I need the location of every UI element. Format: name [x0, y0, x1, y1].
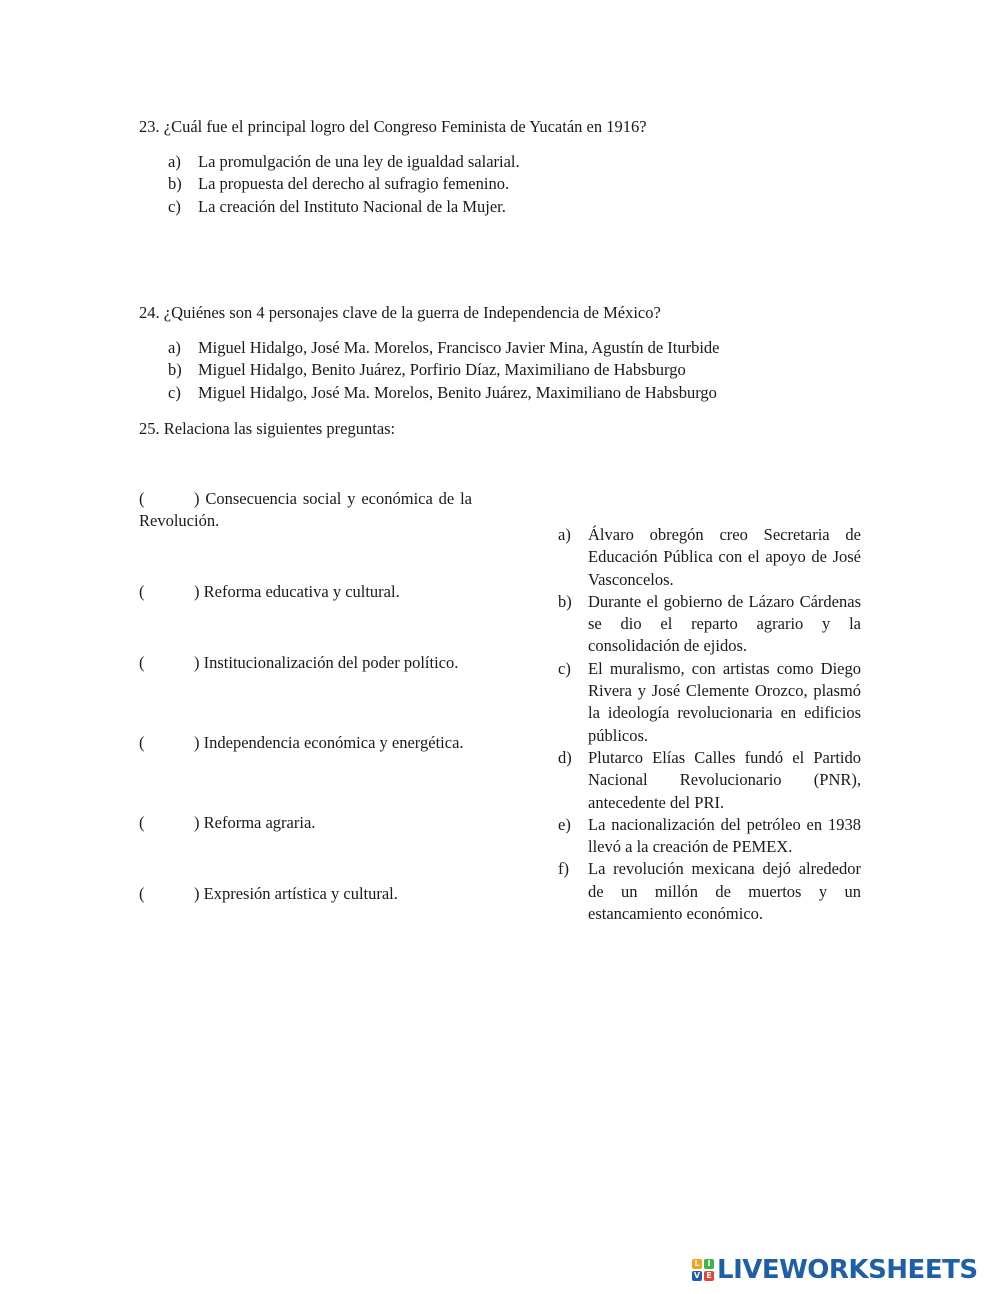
answer-text: El muralismo, con artistas como Diego Rivera y José Clemente Orozco, plasmó la ideología revolucionaria en edificios públicos. — [588, 658, 861, 745]
answer-letter: f) — [558, 859, 569, 879]
match-item-2 — [139, 581, 472, 603]
answer-letter: d) — [558, 747, 572, 767]
question-24-options — [168, 337, 888, 404]
logo-wordmark: LIVEWORKSHEETS — [717, 1255, 978, 1285]
liveworksheets-logo — [692, 1257, 978, 1283]
logo-tile-v: V — [693, 1271, 701, 1280]
answer-blank[interactable]: ( ) — [139, 884, 200, 903]
answer-letter: e) — [558, 814, 571, 834]
match-answer-e — [558, 814, 861, 859]
option-24c[interactable] — [168, 382, 888, 404]
match-item-text: Reforma educativa y cultural. — [203, 582, 400, 601]
option-text: La creación del Instituto Nacional de la Mujer. — [198, 196, 506, 216]
answer-blank[interactable]: ( ) — [139, 653, 200, 672]
match-item-text: Expresión artística y cultural. — [203, 884, 398, 903]
answer-letter: a) — [558, 525, 571, 544]
question-25: 25. Relaciona las siguientes preguntas: — [139, 419, 396, 438]
match-item-text: Consecuencia social y económica de la Revolución. — [139, 489, 473, 531]
match-answer-d — [558, 747, 861, 814]
option-letter: c) — [168, 382, 181, 402]
match-item-text: Reforma agraria. — [203, 813, 316, 832]
answer-text: Álvaro obregón creo Secretaria de Educación Pública con el apoyo de José Vasconcelos. — [588, 525, 861, 589]
option-text: Miguel Hidalgo, José Ma. Morelos, Francisco Javier Mina, Agustín de Iturbide — [198, 338, 720, 357]
option-23c[interactable] — [168, 196, 888, 218]
logo-tile-l: L — [692, 1259, 702, 1269]
match-item-6 — [139, 883, 472, 905]
match-item-1 — [139, 488, 472, 533]
question-24: 24. ¿Quiénes son 4 personajes clave de la guerra de Independencia de México? — [139, 303, 661, 322]
answer-text: La nacionalización del petróleo en 1938 llevó a la creación de PEMEX. — [588, 814, 861, 857]
answer-text: Durante el gobierno de Lázaro Cárdenas se dio el reparto agrario y la consolidación de ejidos. — [588, 591, 861, 656]
match-answer-b — [558, 591, 861, 658]
option-24a[interactable] — [168, 337, 888, 359]
answer-blank[interactable]: ( ) — [139, 489, 200, 508]
match-item-4 — [139, 732, 472, 754]
answer-text: La revolución mexicana dejó alrededor de un millón de muertos y un estancamiento económico. — [588, 859, 861, 924]
option-letter: c) — [168, 196, 181, 216]
logo-tiles-icon — [692, 1259, 714, 1281]
logo-tile-i: I — [704, 1259, 714, 1269]
option-23a[interactable] — [168, 151, 888, 173]
answer-blank[interactable]: ( ) — [139, 813, 200, 832]
match-answer-a — [558, 524, 861, 591]
answer-text: Plutarco Elías Calles fundó el Partido Nacional Revolucionario (PNR), antecedente del PRI. — [588, 747, 861, 812]
answer-letter: c) — [558, 658, 571, 678]
option-text: Miguel Hidalgo, José Ma. Morelos, Benito Juárez, Maximiliano de Habsburgo — [198, 382, 717, 402]
question-23: 23. ¿Cuál fue el principal logro del Congreso Feminista de Yucatán en 1916? — [139, 117, 647, 136]
match-item-3 — [139, 652, 472, 674]
option-text: La propuesta del derecho al sufragio femenino. — [198, 174, 510, 194]
option-letter: b) — [168, 360, 182, 380]
logo-tile-e: E — [704, 1271, 714, 1281]
option-letter: a) — [168, 152, 181, 171]
match-item-text: Independencia económica y energética. — [203, 733, 464, 752]
option-text: La promulgación de una ley de igualdad salarial. — [198, 152, 520, 171]
option-letter: a) — [168, 338, 181, 357]
match-answers — [558, 524, 861, 925]
answer-letter: b) — [558, 591, 572, 611]
answer-blank[interactable]: ( ) — [139, 733, 200, 752]
question-23-options — [168, 151, 888, 218]
answer-blank[interactable]: ( ) — [139, 582, 200, 601]
option-24b[interactable] — [168, 359, 888, 381]
match-answer-c — [558, 658, 861, 747]
match-item-text: Institucionalización del poder político. — [203, 653, 459, 672]
match-item-5 — [139, 812, 472, 834]
option-letter: b) — [168, 174, 182, 194]
option-23b[interactable] — [168, 173, 888, 195]
match-answer-f — [558, 858, 861, 925]
option-text: Miguel Hidalgo, Benito Juárez, Porfirio Díaz, Maximiliano de Habsburgo — [198, 360, 686, 380]
